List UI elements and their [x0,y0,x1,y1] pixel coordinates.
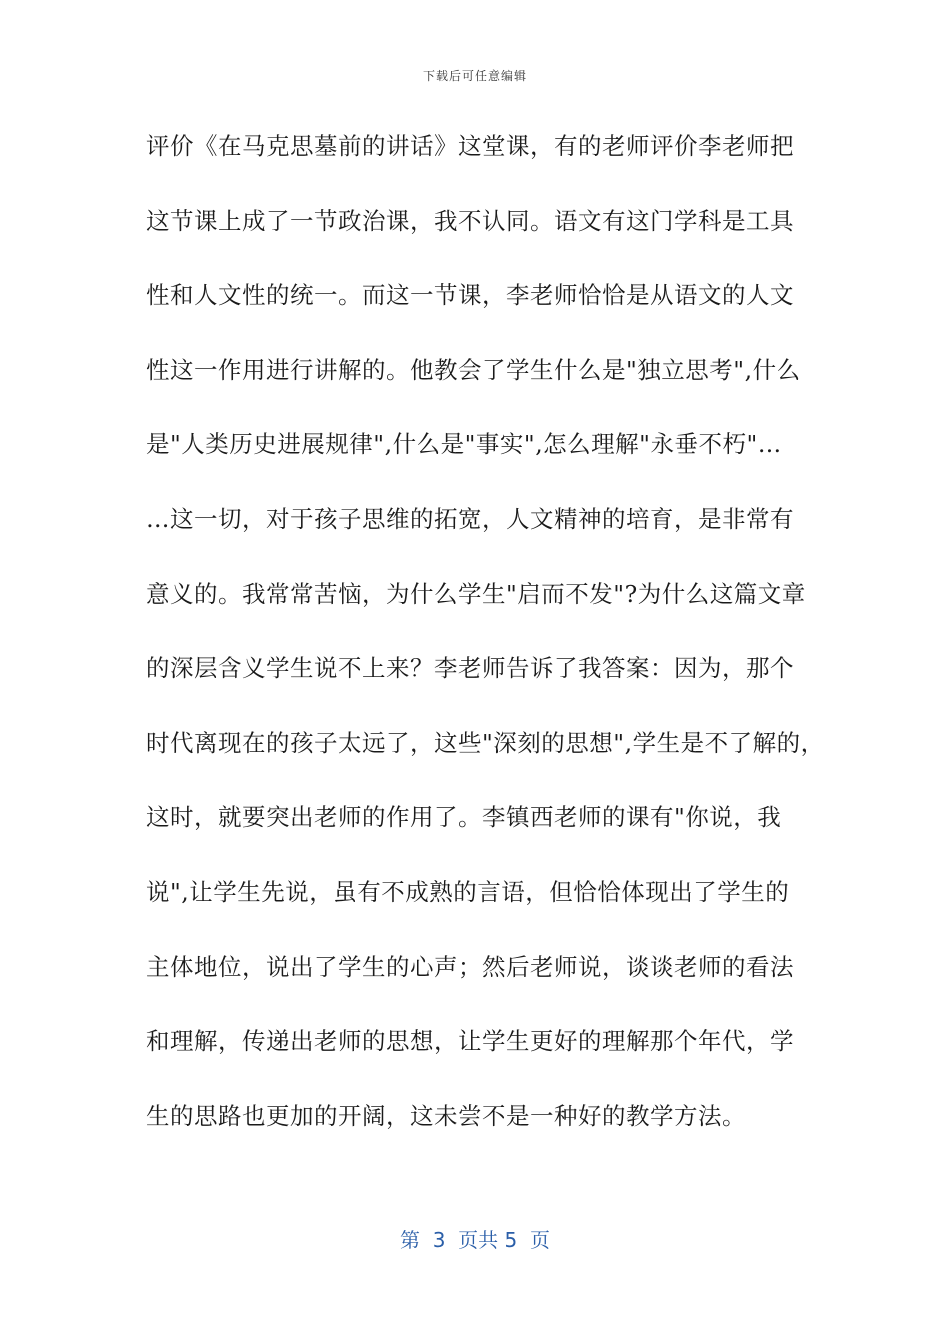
text-line: 生的思路也更加的开阔，这未尝不是一种好的教学方法。 [146,1101,746,1130]
text-line: 说",让学生先说，虽有不成熟的言语，但恰恰体现出了学生的 [146,877,790,906]
text-line: …这一切，对于孩子思维的拓宽，人文精神的培育，是非常有 [146,504,794,533]
text-line: 的深层含义学生说不上来？李老师告诉了我答案：因为，那个 [146,654,794,683]
text-line: 意义的。我常常苦恼，为什么学生"启而不发"?为什么这篇文章 [146,579,806,608]
text-line: 时代离现在的孩子太远了，这些"深刻的思想",学生是不了解的， [146,728,825,757]
text-line: 这节课上成了一节政治课，我不认同。语文有这门学科是工具 [146,206,794,235]
text-line: 性这一作用进行讲解的。他教会了学生什么是"独立思考",什么 [146,355,801,384]
text-line: 是"人类历史进展规律",什么是"事实",怎么理解"永垂不朽"… [146,430,782,459]
body-text [146,127,826,1171]
page-number: 第 3 页共 5 页 [400,1228,550,1252]
text-line: 和理解，传递出老师的思想，让学生更好的理解那个年代，学 [146,1027,794,1056]
text-line: 这时，就要突出老师的作用了。李镇西老师的课有"你说，我 [146,803,782,832]
text-line: 性和人文性的统一。而这一节课，李老师恰恰是从语文的人文 [146,281,794,310]
text-line: 评价《在马克思墓前的讲话》这堂课，有的老师评价李老师把 [146,132,794,160]
page-header: 下载后可任意编辑 [422,69,527,83]
text-line: 主体地位，说出了学生的心声；然后老师说，谈谈老师的看法 [146,952,794,981]
